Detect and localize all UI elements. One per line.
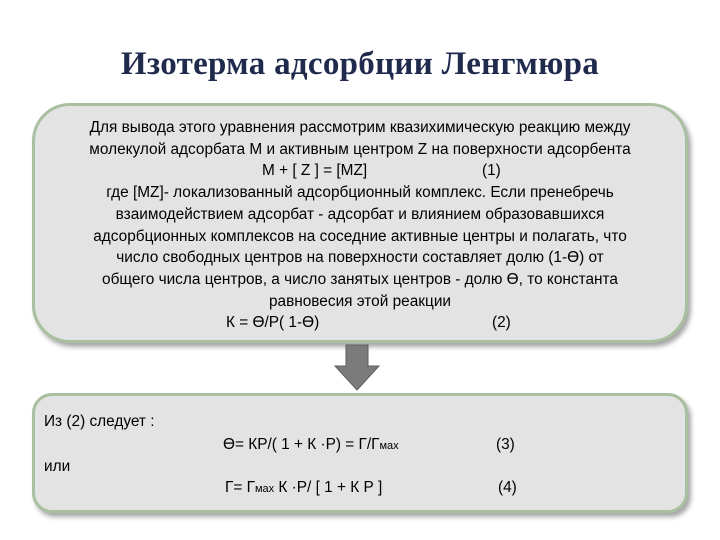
- top-box-content: [36, 117, 684, 334]
- equation-2: [36, 312, 684, 334]
- equation-1-formula: M + [ Z ] = [MZ]: [262, 162, 368, 180]
- equation-3-formula: [223, 436, 399, 454]
- equation-2-number: (2): [492, 314, 511, 332]
- equation-3-main: Ө= КР/( 1 + К ·Р) = Г/Г: [223, 436, 380, 453]
- paragraph-line: Для вывода этого уравнения рассмотрим квазихимическую реакцию между: [89, 119, 631, 136]
- equation-1: [36, 160, 684, 182]
- paragraph-line: адсорбционных комплексов на соседние активные центры и полагать, что: [93, 227, 627, 245]
- paragraph-line: общего числа центров, а число занятых центров - долю Ө, то константа: [102, 270, 618, 288]
- down-arrow-icon: [333, 344, 381, 392]
- equation-4-number: (4): [498, 479, 517, 496]
- equation-2-formula: К = Ө/Р( 1-Ө): [226, 314, 320, 332]
- equation-4-formula: [225, 479, 382, 497]
- equation-3-number: (3): [496, 436, 515, 453]
- equation-4-subscript: мах: [254, 483, 275, 495]
- paragraph-line: молекулой адсорбата М и активным центром Z на поверхности адсорбента: [89, 140, 631, 158]
- equation-4-part-b: К ·Р/ [ 1 + К Р ]: [274, 479, 383, 496]
- or-label: или: [44, 458, 71, 475]
- result-intro: Из (2) следует :: [44, 413, 155, 430]
- paragraph-line: где [MZ]- локализованный адсорбционный комплекс. Если пренебречь: [106, 184, 614, 202]
- paragraph-line: число свободных центров на поверхности составляет долю (1-Ө) от: [116, 249, 604, 267]
- equation-3-subscript: мах: [379, 440, 399, 452]
- equation-1-number: (1): [482, 162, 501, 180]
- paragraph-line: равновесия этой реакции: [268, 292, 452, 310]
- paragraph-line: взаимодействием адсорбат - адсорбат и влиянием образовавшихся: [115, 205, 605, 223]
- equation-4-part-a: Г= Г: [225, 479, 255, 496]
- page-title: Изотерма адсорбции Ленгмюра: [120, 46, 600, 82]
